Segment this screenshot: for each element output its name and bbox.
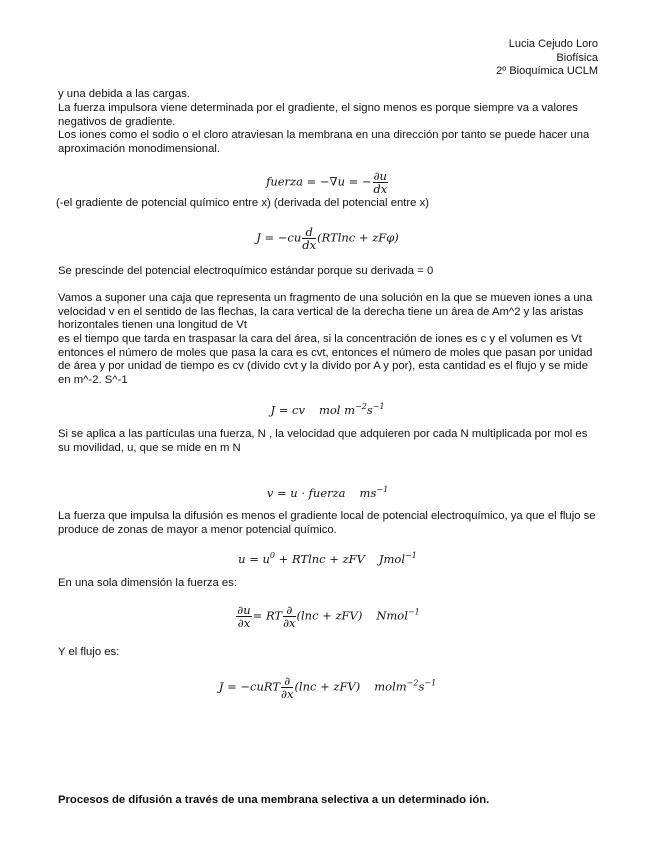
eq6-unit: Nmol	[376, 608, 408, 623]
section-heading: Procesos de difusión a través de una membrana selectiva a un determinado ión.	[58, 794, 490, 806]
paragraph-tiempo: es el tiempo que tarda en traspasar la cara del área, si la concentración de iones es c y el volumen es Vt entonces el número de moles que pasa la cara es cvt, entonces el número de moles que pasan por unidad de área y por unidad de tiempo es cv (divido cvt y la divido por A y por), esta cantidad es el flujo y se mide en m^-2. S^-1	[58, 333, 593, 386]
eq5-unit: Jmol	[378, 552, 406, 566]
equation-flujo-cv	[0, 400, 655, 418]
paragraph-movilidad: Si se aplica a las partículas una fuerza, N , la velocidad que adquieren por cada N multiplicada por mol es su movilidad, u, que se mide en m N	[58, 428, 588, 454]
paragraph-flujo-es: Y el flujo es:	[58, 646, 120, 658]
eq7-unit: molm	[374, 679, 407, 694]
eq7-exp1: −2	[406, 678, 419, 688]
eq3-main: J = cv	[270, 403, 305, 417]
equation-velocidad	[0, 483, 655, 501]
eq4-main: v = u · fuerza	[266, 486, 346, 500]
eq3-exp2: −1	[372, 402, 385, 411]
eq4-exp: −1	[376, 485, 389, 494]
eq6-fraction-2	[283, 604, 295, 629]
paragraph-fuerza-impulsora: La fuerza impulsora viene determinada por el gradiente, el signo menos es porque siempre va a valores negativos de gradiente.	[58, 102, 578, 128]
eq1-denominator: dx	[373, 182, 388, 196]
equation-fuerza	[0, 170, 655, 195]
eq6-fraction-1	[236, 604, 251, 629]
equation-flujo-final	[0, 675, 655, 700]
header-course: 2º Bioquímica UCLM	[496, 65, 598, 77]
eq7-fraction	[281, 675, 293, 700]
equation-flujo-1	[0, 226, 655, 251]
eq2-lhs: J = −cu	[256, 230, 302, 245]
eq7-numerator: ∂	[281, 675, 293, 688]
eq7-exp2: −1	[424, 678, 437, 688]
paragraph-cargas: y una debida a las cargas.	[58, 88, 190, 100]
eq5-sup: 0	[269, 551, 276, 560]
eq4-unit: ms	[359, 486, 377, 500]
eq3-s: s	[366, 403, 373, 417]
paragraph-prescinde: Se prescinde del potencial electroquímico estándar porque su derivada = 0	[58, 265, 434, 277]
eq7-s: s	[418, 679, 425, 694]
paragraph-difusion: La fuerza que impulsa la difusión es menos el gradiente local de potencial electroquímico, ya que el flujo se produce de zonas de mayor a menor potencial químico.	[58, 510, 596, 536]
eq6-numerator-2: ∂	[283, 604, 295, 617]
eq5-rest: + RTlnc + zFV	[275, 552, 365, 566]
equation-fuerza-dim	[0, 604, 655, 629]
eq6-numerator-1: ∂u	[237, 603, 251, 617]
eq2-numerator: d	[302, 226, 316, 239]
eq5-exp: −1	[405, 551, 417, 560]
eq7-denominator: ∂x	[281, 687, 294, 701]
equation-potencial	[0, 549, 655, 567]
paragraph-gradiente: (-el gradiente de potencial químico entre x) (derivada del potencial entre x)	[56, 197, 430, 209]
eq2-denominator: dx	[302, 238, 317, 252]
eq1-lhs: fuerza = −∇u = −	[266, 174, 372, 189]
eq5-u: u = u	[238, 552, 270, 566]
eq2-fraction	[302, 226, 316, 251]
paragraph-iones: Los iones como el sodio o el cloro atraviesan la membrana en una dirección por tanto se puede hacer una aproximación monodimensional.	[58, 129, 590, 155]
eq2-rhs: (RTlnc + zFφ)	[317, 230, 399, 245]
eq6-denominator-2: ∂x	[283, 616, 296, 630]
eq6-denominator-1: ∂x	[237, 616, 251, 630]
page-header	[496, 38, 598, 79]
eq1-numerator: ∂u	[373, 169, 387, 183]
paragraph-caja: Vamos a suponer una caja que representa un fragmento de una solución en la que se mueven iones a una velocidad v en el sentido de las flechas, la cara vertical de la derecha tiene un área de Am^2 y las aristas horizontales tienen una longitud de Vt	[58, 292, 593, 332]
eq6-mid: = RT	[252, 608, 283, 623]
paragraph-dimension: En una sola dimensión la fuerza es:	[58, 577, 237, 589]
eq3-unit: mol m	[318, 403, 356, 417]
eq6-rhs: (lnc + zFV)	[296, 608, 363, 623]
eq1-fraction	[373, 170, 388, 195]
eq7-rhs: (lnc + zFV)	[294, 679, 361, 694]
eq6-exp: −1	[407, 607, 420, 617]
header-author: Lucia Cejudo Loro	[508, 38, 598, 50]
eq3-exp1: −2	[355, 402, 367, 411]
header-subject: Biofísica	[556, 51, 598, 64]
eq7-lhs: J = −cuRT	[218, 679, 280, 694]
